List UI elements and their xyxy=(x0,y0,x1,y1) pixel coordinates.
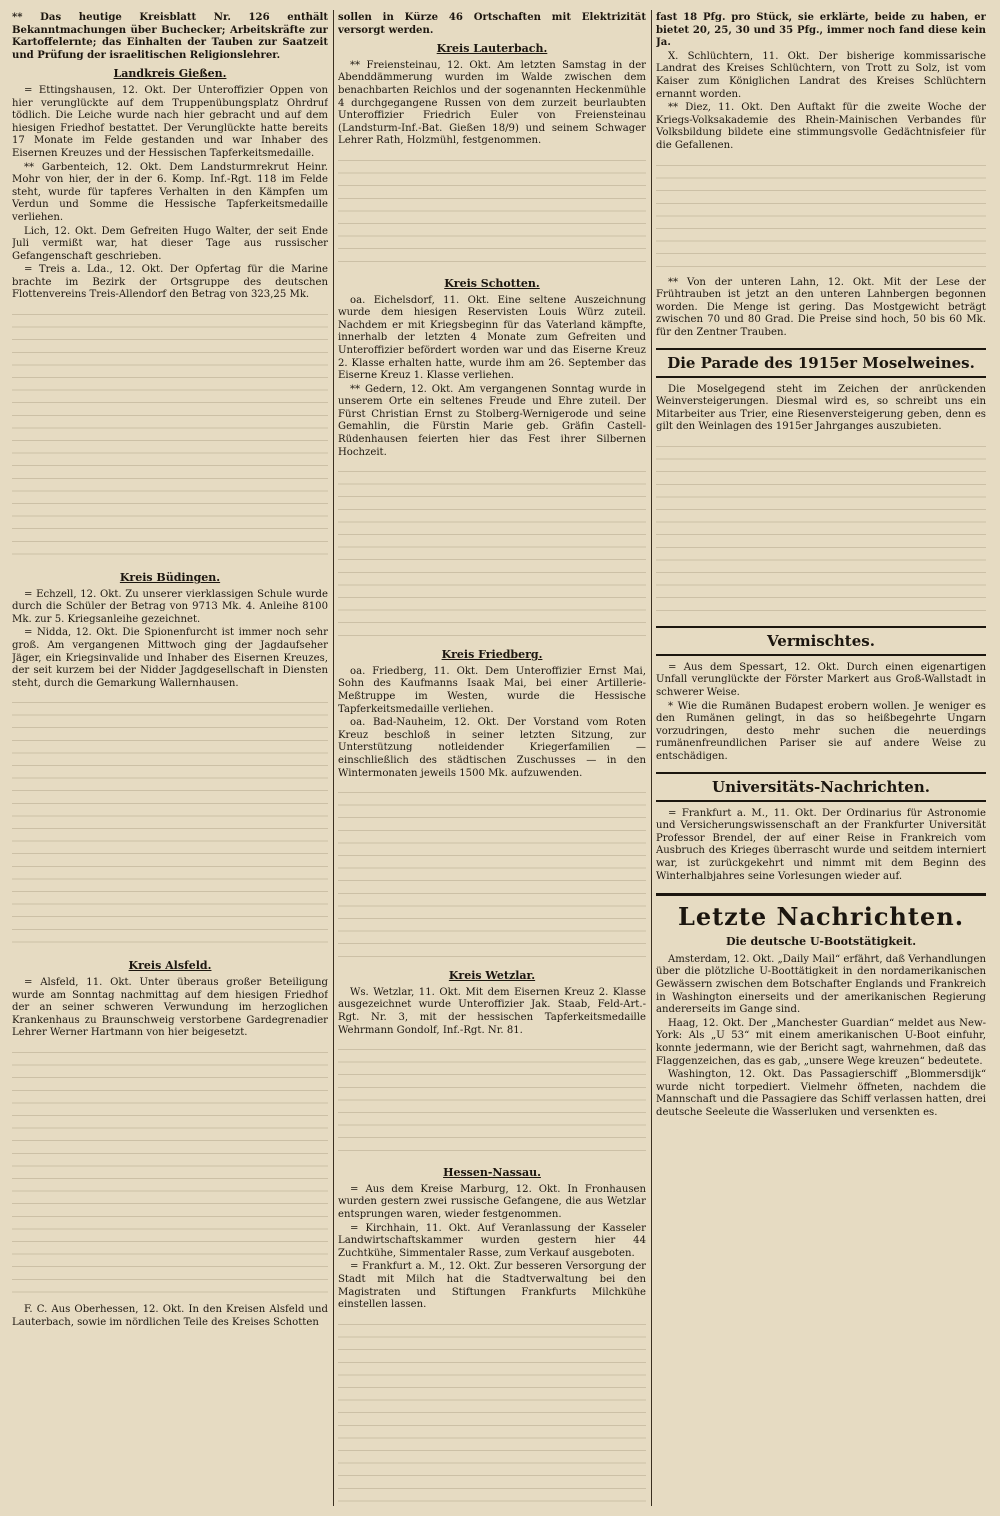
text-block-illegible xyxy=(338,1316,646,1508)
article-paragraph: Amsterdam, 12. Okt. „Daily Mail“ erfährt, daß Verhandlungen über die plötzliche U-Boottätigkeit in den nordamerikanischen Gewässern zwischen dem Botschafter Englands und Frankreich in Washington einerseits und der amerikanischen Regierung andererseits im Gange sind. xyxy=(656,953,986,1016)
text-block-illegible xyxy=(656,157,986,277)
article-paragraph: = Echzell, 12. Okt. Zu unserer vierklassigen Schule wurde durch die Schüler der Betrag von 9713 Mk. 4. Anleihe 8100 Mk. zur 5. Kriegsanleihe gezeichnet. xyxy=(12,588,328,625)
article-paragraph: = Frankfurt a. M., 12. Okt. Zur besseren Versorgung der Stadt mit Milch hat die Stadtverwaltung bei den Magistraten und Stiftungen Frankfurts Milchkühe einstellen lassen. xyxy=(338,1261,646,1311)
article-paragraph: Die Moselgegend steht im Zeichen der anrückenden Weinversteigerungen. Diesmal wird es, so schreibt uns ein Mitarbeiter aus Trier, eine Riesenversteigerung geben, denn es gilt den Weinlagen des 1915er Jahrganges auszubieten. xyxy=(656,383,986,433)
article-paragraph: = Aus dem Spessart, 12. Okt. Durch einen eigenartigen Unfall verunglückte der Förster Markert aus Groß-Wallstadt in schwerer Weise. xyxy=(656,661,986,699)
section-heading-lauterbach: Kreis Lauterbach. xyxy=(436,42,548,56)
headline-moselweine: Die Parade des 1915er Moselweines. xyxy=(656,348,986,378)
article-paragraph: = Kirchhain, 11. Okt. Auf Veranlassung der Kasseler Landwirtschaftskammer wurden gestern hier 44 Zuchtkühe, Simmentaler Rasse, zum Verkauf ausgeboten. xyxy=(338,1222,646,1259)
article-paragraph: = Alsfeld, 11. Okt. Unter überaus großer Beteiligung wurde am Sonntag nachmittag auf dem hiesigen Friedhof der an seiner schweren Verwundung im herzoglichen Krankenhaus zu Braunschweig verstorbene Gardegrenadier Lehrer Werner Hartmann von hier beigesetzt. xyxy=(12,977,328,1039)
article-paragraph: Washington, 12. Okt. Das Passagierschiff „Blommersdijk“ wurde nicht torpediert. Vielmehr öffneten, nachdem die Mannschaft und die Passagiere das Schiff verlassen hatten, drei deutsche Seeleute die Wasserluken und versenkten es. xyxy=(656,1069,986,1118)
article-paragraph: oa. Eichelsdorf, 11. Okt. Eine seltene Auszeichnung wurde dem hiesigen Reservisten Louis Würz zuteil. Nachdem er mit Kriegsbeginn für das Vaterland kämpfte, innerhalb der letzten 4 Monate zum Gefreiten und Unteroffizier befördert worden war und das Eiserne Kreuz 2. Klasse erhalten hatte, wurde ihm am 26. September das Eiserne Kreuz 1. Klasse verliehen. xyxy=(338,294,646,382)
article-paragraph: F. C. Aus Oberhessen, 12. Okt. In den Kreisen Alsfeld und Lauterbach, sowie im nördlichen Teile des Kreises Schotten xyxy=(12,1303,328,1328)
article-paragraph: Lich, 12. Okt. Dem Gefreiten Hugo Walter, der seit Ende Juli vermißt war, hat dieser Tage aus russischer Gefangenschaft geschrieben. xyxy=(12,225,328,262)
section-heading-alsfeld: Kreis Alsfeld. xyxy=(128,959,212,973)
text-block-illegible xyxy=(338,1041,646,1161)
article-paragraph: ** Diez, 11. Okt. Den Auftakt für die zweite Woche der Kriegs-Volksakademie des Rhein-Mainischen Verbandes für Volksbildung bildete eine stimmungsvolle Gedächtnisfeier für die Gefallenen. xyxy=(656,102,986,151)
text-block-illegible xyxy=(12,306,328,566)
article-paragraph: = Nidda, 12. Okt. Die Spionenfurcht ist immer noch sehr groß. Am vergangenen Mittwoch ging der Jagdaufseher Jäger, ein Kriegsinvalide und Inhaber des Eisernen Kreuzes, der seit kurzem bei der Nidder Jagdgesellschaft in Diensten steht, durch die Gemarkung Wallernhausen. xyxy=(12,627,328,689)
text-block-illegible xyxy=(656,438,986,618)
text-block-illegible xyxy=(338,463,646,643)
headline-vermischtes: Vermischtes. xyxy=(656,626,986,656)
text-block-illegible xyxy=(12,1044,328,1304)
article-paragraph: Ws. Wetzlar, 11. Okt. Mit dem Eisernen Kreuz 2. Klasse ausgezeichnet wurde Unteroffizier Jak. Staab, Feld-Art.-Rgt. Nr. 3, mit der hessischen Tapferkeitsmedaille Wehrmann Gondolf, Inf.-Rgt. Nr. 81. xyxy=(338,986,646,1036)
section-heading-wetzlar: Kreis Wetzlar. xyxy=(448,969,536,983)
article-paragraph: Haag, 12. Okt. Der „Manchester Guardian“ meldet aus New-York: Als „U 53“ mit einem amerikanischen U-Boot einfuhr, konnte jedermann, wie der Bericht sagt, wahrnehmen, daß das Flaggenzeichen, das es gab, „unsere Wege kreuzen“ bedeutete. xyxy=(656,1017,986,1067)
text-block-illegible xyxy=(338,152,646,272)
column-divider xyxy=(333,10,334,1506)
text-block-illegible xyxy=(12,694,328,954)
article-paragraph: * Wie die Rumänen Budapest erobern wollen. Je weniger es den Rumänen gelingt, in das so heißbegehrte Ungarn vorzudringen, desto mehr suchen die neuerdings rumänenfreundlichen Pariser sie auf andere Weise zu entschädigen. xyxy=(656,700,986,763)
headline-universitaets-nachrichten: Universitäts-Nachrichten. xyxy=(656,772,986,802)
article-paragraph: oa. Bad-Nauheim, 12. Okt. Der Vorstand vom Roten Kreuz beschloß in seiner letzten Sitzung, zur Unterstützung notleidender Kriegerfamilien — einschließlich des städtischen Zuschusses — in den Wintermonaten jeweils 1500 Mk. aufzuwenden. xyxy=(338,717,646,779)
article-paragraph: ** Garbenteich, 12. Okt. Dem Landsturmrekrut Heinr. Mohr von hier, der in der 6. Komp. Inf.-Rgt. 118 im Felde steht, wurde für tapferes Verhalten in den Kämpfen um Verdun und Somme die Hessische Tapferkeitsmedaille verliehen. xyxy=(12,161,328,223)
article-paragraph: = Aus dem Kreise Marburg, 12. Okt. In Fronhausen wurden gestern zwei russische Gefangene, die aus Wetzlar entsprungen waren, wieder festgenommen. xyxy=(338,1183,646,1220)
subheadline-u-boot: Die deutsche U-Bootstätigkeit. xyxy=(725,935,917,949)
continued-text: sollen in Kürze 46 Ortschaften mit Elektrizität versorgt werden. xyxy=(338,12,646,36)
section-heading-giessen: Landkreis Gießen. xyxy=(113,67,227,81)
text-block-illegible xyxy=(338,784,646,964)
column-2 xyxy=(338,12,646,1508)
article-paragraph: = Frankfurt a. M., 11. Okt. Der Ordinarius für Astronomie und Versicherungswissenschaft an der Frankfurter Universität Professor Brendel, der auf einer Reise in Frankreich vom Ausbruch des Krieges überrascht wurde und seitdem interniert war, ist zurückgekehrt und nimmt mit dem Beginn des Winterhalbjahres seine Vorlesungen wieder auf. xyxy=(656,807,986,882)
headline-letzte-nachrichten: Letzte Nachrichten. xyxy=(656,893,986,932)
article-paragraph: = Treis a. Lda., 12. Okt. Der Opfertag für die Marine brachte im Bezirk der Ortsgruppe des deutschen Flottenvereins Treis-Allendorf den Betrag von 323,25 Mk. xyxy=(12,264,328,301)
column-divider xyxy=(651,10,652,1506)
article-paragraph: ** Gedern, 12. Okt. Am vergangenen Sonntag wurde in unserem Orte ein seltenes Freude und Ehre zuteil. Der Fürst Christian Ernst zu Stolberg-Wernigerode und seine Gemahlin, die Fürstin Marie geb. Gräfin Castell-Rüdenhausen feierten hier das Fest ihrer Silbernen Hochzeit. xyxy=(338,383,646,458)
column-1 xyxy=(12,12,328,1508)
continued-text: fast 18 Pfg. pro Stück, sie erklärte, beide zu haben, er bietet 20, 25, 30 und 35 Pfg., immer noch fand diese kein Ja. xyxy=(656,12,986,49)
section-heading-buedingen: Kreis Büdingen. xyxy=(119,571,221,585)
section-heading-hessen-nassau: Hessen-Nassau. xyxy=(443,1166,541,1180)
article-paragraph: ** Freiensteinau, 12. Okt. Am letzten Samstag in der Abenddämmerung wurden im Walde zwischen dem benachbarten Reichlos und der sogenannten Heckenmühle 4 durchgegangene Russen von dem zurzeit beurlaubten Unteroffizier Friedrich Euler von Freiensteinau (Landsturm-Inf.-Bat. Gießen 18/9) und seinem Schwager Lehrer Rath, Holzmühl, festgenommen. xyxy=(338,59,646,147)
article-paragraph: ** Von der unteren Lahn, 12. Okt. Mit der Lese der Frühtrauben ist jetzt an den unteren Lahnbergen begonnen worden. Die Menge ist gering. Das Mostgewicht beträgt zwischen 70 und 80 Grad. Die Preise sind hoch, 50 bis 60 Mk. für den Zentner Trauben. xyxy=(656,276,986,338)
column-3 xyxy=(656,12,986,1508)
article-paragraph: oa. Friedberg, 11. Okt. Dem Unteroffizier Ernst Mai, Sohn des Kaufmanns Isaak Mai, bei einer Artillerie-Meßtruppe im Westen, wurde die Hessische Tapferkeitsmedaille verliehen. xyxy=(338,665,646,715)
section-heading-schotten: Kreis Schotten. xyxy=(444,276,540,290)
section-heading-friedberg: Kreis Friedberg. xyxy=(441,648,543,662)
article-paragraph: X. Schlüchtern, 11. Okt. Der bisherige kommissarische Landrat des Kreises Schlüchtern, von Trott zu Solz, ist vom Kaiser zum Königlichen Landrat des Kreises Schlüchtern ernannt worden. xyxy=(656,50,986,100)
article-paragraph: = Ettingshausen, 12. Okt. Der Unteroffizier Oppen von hier verunglückte auf dem Truppenübungsplatz Ohrdruf tödlich. Die Leiche wurde nach hier gebracht und auf dem hiesigen Friedhof bestattet. Der Verunglückte hatte bereits 17 Monate im Felde gestanden und war Inhaber des Eisernen Kreuzes und der Hessischen Tapferkeitsmedaille. xyxy=(12,84,328,159)
kreisblatt-notice: ** Das heutige Kreisblatt Nr. 126 enthält Bekanntmachungen über Buchecker; Arbeitskräfte zur Kartoffelernte; das Einhalten der Tauben zur Saatzeit und Prüfung der israelitischen Religionslehrer. xyxy=(12,12,328,61)
